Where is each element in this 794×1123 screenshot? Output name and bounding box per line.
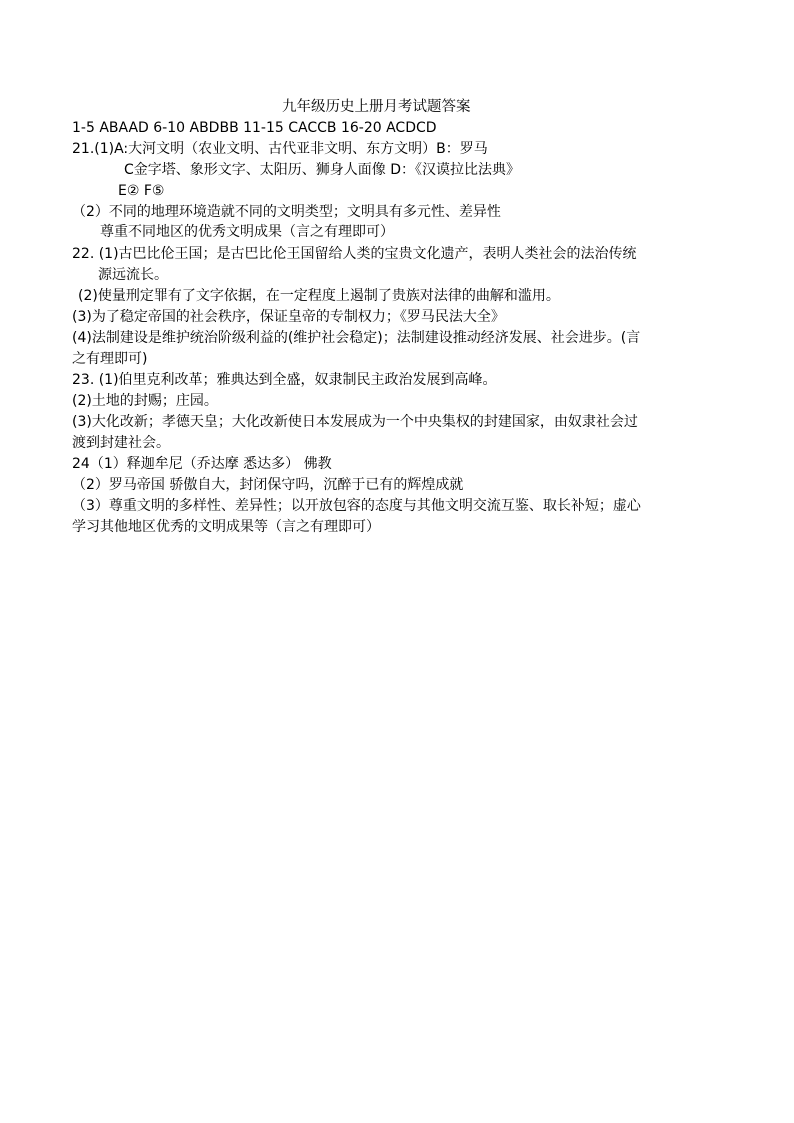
- q24-part1: 24（1）释迦牟尼（乔达摩 悉达多） 佛教: [72, 456, 332, 472]
- q22-part1-line2: 源远流长。: [98, 267, 168, 283]
- q22-part2: (2)使量刑定罪有了文字依据，在一定程度上遏制了贵族对法律的曲解和滥用。: [78, 288, 560, 304]
- q21-part2-line2: 尊重不同地区的优秀文明成果（言之有理即可）: [100, 224, 394, 240]
- q22-part3: (3)为了稳定帝国的社会秩序，保证皇帝的专制权力；《罗马民法大全》: [72, 309, 505, 325]
- q24-part3-line1: （3）尊重文明的多样性、差异性；以开放包容的态度与其他文明交流互鉴、取长补短；虚心: [72, 498, 641, 514]
- q21-part1-line3: E② F⑤: [118, 183, 165, 199]
- q21-part1-line2: C金字塔、象形文字、太阳历、狮身人面像 D：《汉谟拉比法典》: [124, 162, 521, 178]
- multiple-choice-answers: 1-5 ABAAD 6-10 ABDBB 11-15 CACCB 16-20 ACDCD: [72, 120, 437, 136]
- q23-part2: (2)土地的封赐；庄园。: [72, 393, 218, 409]
- q23-part3-line1: (3)大化改新；孝德天皇；大化改新使日本发展成为一个中央集权的封建国家，由奴隶社会过: [72, 414, 638, 430]
- q23-part3-line2: 渡到封建社会。: [72, 435, 170, 451]
- q21-part2-line1: （2）不同的地理环境造就不同的文明类型；文明具有多元性、差异性: [72, 204, 501, 220]
- q22-part4-line2: 之有理即可): [72, 351, 148, 367]
- q21-part1-line1: 21.(1)A:大河文明（农业文明、古代亚非文明、东方文明）B：罗马: [72, 141, 488, 157]
- q22-part4-line1: (4)法制建设是维护统治阶级利益的(维护社会稳定)；法制建设推动经济发展、社会进步。(言: [72, 330, 641, 346]
- q23-part1: 23. (1)伯里克利改革；雅典达到全盛，奴隶制民主政治发展到高峰。: [72, 372, 497, 388]
- q22-part1-line1: 22. (1)古巴比伦王国；是古巴比伦王国留给人类的宝贵文化遗产，表明人类社会的法治传统: [72, 246, 637, 262]
- q24-part3-line2: 学习其他地区优秀的文明成果等（言之有理即可）: [72, 519, 380, 535]
- page-title: 九年级历史上册月考试题答案: [282, 99, 471, 115]
- q24-part2: （2）罗马帝国 骄傲自大，封闭保守吗，沉醉于已有的辉煌成就: [72, 477, 464, 493]
